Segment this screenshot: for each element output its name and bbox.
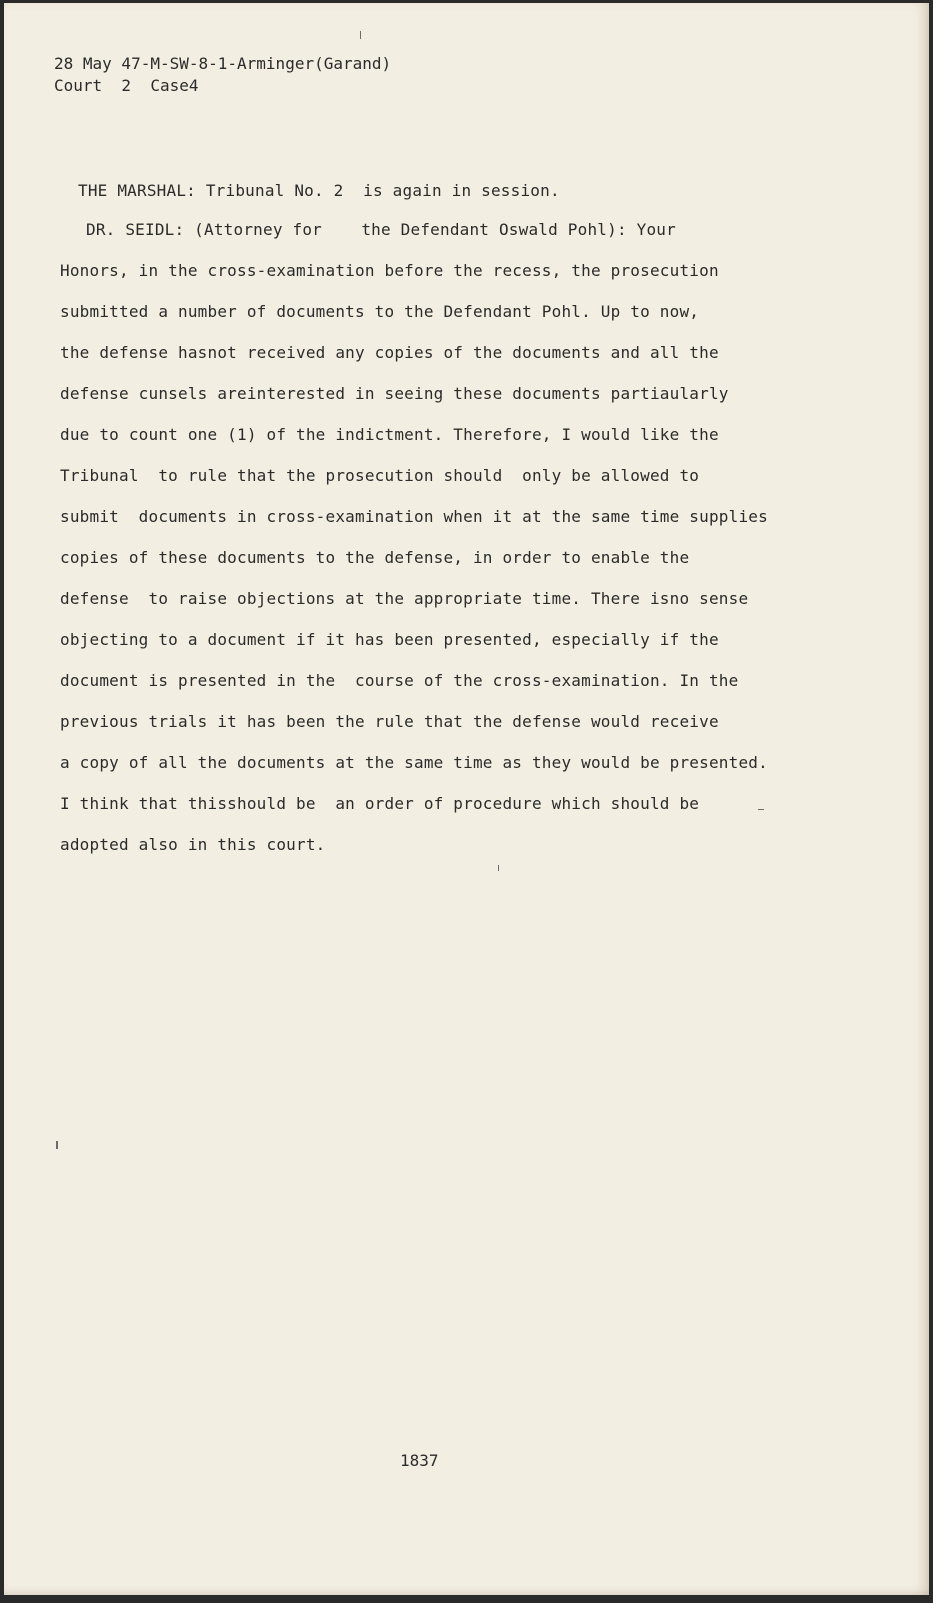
- stray-mark: [56, 1141, 58, 1149]
- transcript-line: DR. SEIDL: (Attorney for the Defendant Oswald Pohl): Your: [86, 220, 676, 239]
- document-page: [4, 3, 929, 1595]
- transcript-line: document is presented in the course of the cross-examination. In the: [60, 671, 739, 690]
- header-reference-line: 28 May 47-M-SW-8-1-Arminger(Garand): [54, 54, 392, 73]
- transcript-line: due to count one (1) of the indictment. Therefore, I would like the: [60, 425, 719, 444]
- stray-mark: [758, 809, 764, 810]
- transcript-line: the defense hasnot received any copies of the documents and all the: [60, 343, 719, 362]
- transcript-line: submitted a number of documents to the Defendant Pohl. Up to now,: [60, 302, 700, 321]
- transcript-line: defense cunsels areinterested in seeing these documents partiaularly: [60, 384, 729, 403]
- transcript-line: submit documents in cross-examination when it at the same time supplies: [60, 507, 768, 526]
- transcript-line: a copy of all the documents at the same time as they would be presented.: [60, 753, 768, 772]
- document-header: [54, 53, 391, 97]
- transcript-line: Honors, in the cross-examination before the recess, the prosecution: [60, 261, 719, 280]
- transcript-line: adopted also in this court.: [60, 835, 326, 854]
- transcript-line: Tribunal to rule that the prosecution should only be allowed to: [60, 466, 700, 485]
- stray-mark: [360, 31, 361, 39]
- transcript-line: I think that thisshould be an order of procedure which should be: [60, 794, 700, 813]
- transcript-line: objecting to a document if it has been presented, especially if the: [60, 630, 719, 649]
- page-number: 1837: [400, 1451, 439, 1470]
- transcript-line: copies of these documents to the defense, in order to enable the: [60, 548, 690, 567]
- header-court-line: Court 2 Case4: [54, 76, 199, 95]
- transcript-line: previous trials it has been the rule that the defense would receive: [60, 712, 719, 731]
- stray-mark: [498, 865, 499, 871]
- transcript-line: defense to raise objections at the appropriate time. There isno sense: [60, 589, 749, 608]
- transcript-line: THE MARSHAL: Tribunal No. 2 is again in session.: [78, 181, 560, 200]
